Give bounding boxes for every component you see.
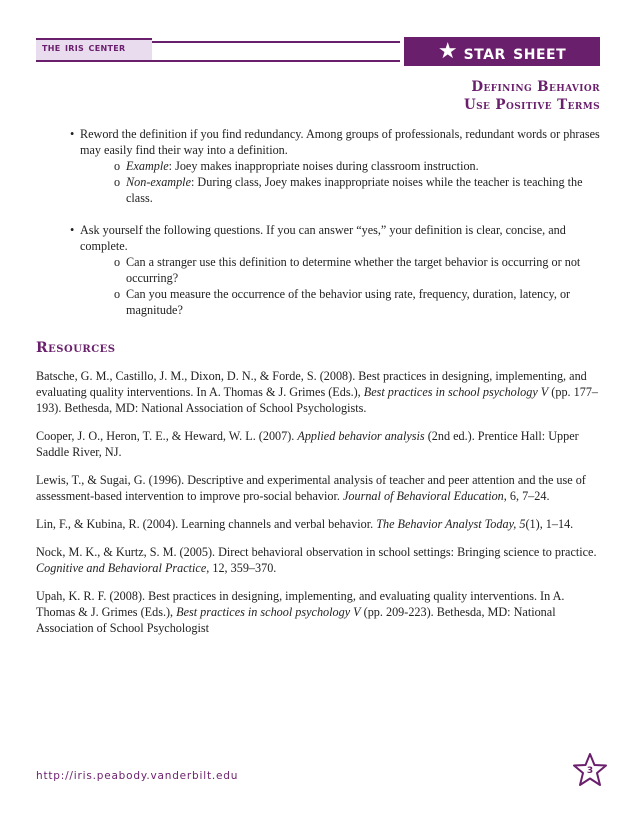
sub-text: Can a stranger use this definition to determine whether the target behavior is occurring or not occurring? <box>126 255 581 285</box>
sub-marker: o <box>114 287 121 301</box>
reference-text: Lewis, T., & Sugai, G. (1996). Descriptive and experimental analysis of teacher and peer attention and the use of assessment-based intervention to improve pro-social behavior. <box>36 473 586 503</box>
resources-heading: Resources <box>36 340 116 356</box>
header-rule-bottom <box>36 60 400 62</box>
reference-title: Best practices in school psychology V <box>363 385 549 399</box>
star-icon: ★ <box>437 38 458 64</box>
reference-entry <box>36 544 602 576</box>
sub-text: : Joey makes inappropriate noises during classroom instruction. <box>168 159 479 173</box>
page-subtitle <box>464 78 600 114</box>
sub-item <box>36 158 602 174</box>
sheet-title: star sheet <box>463 39 567 64</box>
sub-label: Example <box>126 159 169 173</box>
reference-title: Cognitive and Behavioral Practice <box>36 561 207 575</box>
reference-entry <box>36 516 602 532</box>
bullet-dot: • <box>70 127 75 141</box>
reference-text: , 12, 359–370. <box>206 561 277 575</box>
reference-entry <box>36 428 602 460</box>
bullet-dot: • <box>70 223 75 237</box>
sub-item <box>36 174 602 206</box>
sub-marker: o <box>114 159 121 173</box>
header-rule-top <box>152 41 400 43</box>
footer-url: http://iris.peabody.vanderbilt.edu <box>36 770 239 782</box>
reference-text: (1), 1–14. <box>525 517 574 531</box>
reference-title: The Behavior Analyst Today, 5 <box>376 517 526 531</box>
sub-label: Non-example <box>126 175 191 189</box>
reference-text: Cooper, J. O., Heron, T. E., & Heward, W. L. (2007). <box>36 429 298 443</box>
sub-item <box>36 254 602 286</box>
sub-marker: o <box>114 175 121 189</box>
page-number: 3 <box>586 766 594 776</box>
reference-entry <box>36 588 602 636</box>
reference-entry <box>36 472 602 504</box>
bullet-text: Reword the definition if you find redundancy. Among groups of professionals, redundant words or phrases may easily find their way into a definition. <box>80 127 600 157</box>
bullet-item <box>36 222 602 254</box>
sub-marker: o <box>114 255 121 269</box>
reference-text: , 6, 7–24. <box>503 489 550 503</box>
bullet-item <box>36 126 602 158</box>
sub-text: : During class, Joey makes inappropriate noises while the teacher is teaching the class. <box>126 175 583 205</box>
iris-center-logo: the iris center <box>42 40 126 54</box>
main-content <box>36 126 602 636</box>
reference-text: (pp. 177–193). Bethesda, MD: National Association of School Psychologists. <box>36 385 599 415</box>
reference-text: Lin, F., & Kubina, R. (2004). Learning channels and verbal behavior. <box>36 517 377 531</box>
reference-text: (pp. 209-223). Bethesda, MD: National Association of School Psychologist <box>36 605 556 635</box>
subtitle-line-1: Defining Behavior <box>471 79 600 95</box>
reference-text: (2nd ed.). Prentice Hall: Upper Saddle River, NJ. <box>36 429 579 459</box>
reference-title: Best practices in school psychology V <box>176 605 361 619</box>
reference-text: Batsche, G. M., Castillo, J. M., Dixon, D. N., & Forde, S. (2008). Best practices in designing, implementing, and evaluating quality interventions. In A. Thomas & J. Grimes (Eds.), <box>36 369 587 399</box>
star-sheet-banner <box>404 37 600 66</box>
bullet-text: Ask yourself the following questions. If you can answer “yes,” your definition is clear, concise, and complete. <box>80 223 566 253</box>
subtitle-line-2: Use Positive Terms <box>463 97 600 113</box>
reference-text: Nock, M. K., & Kurtz, S. M. (2005). Direct behavioral observation in school settings: Bringing science to practice. <box>36 545 597 559</box>
reference-text: Upah, K. R. F. (2008). Best practices in designing, implementing, and evaluating quality interventions. In A. Thomas & J. Grimes (Eds.), <box>36 589 565 619</box>
reference-title: Applied behavior analysis <box>297 429 425 443</box>
sub-text: Can you measure the occurrence of the behavior using rate, frequency, duration, latency, or magnitude? <box>126 287 571 317</box>
sub-item <box>36 286 602 318</box>
reference-entry <box>36 368 602 416</box>
reference-title: Journal of Behavioral Education <box>342 489 504 503</box>
